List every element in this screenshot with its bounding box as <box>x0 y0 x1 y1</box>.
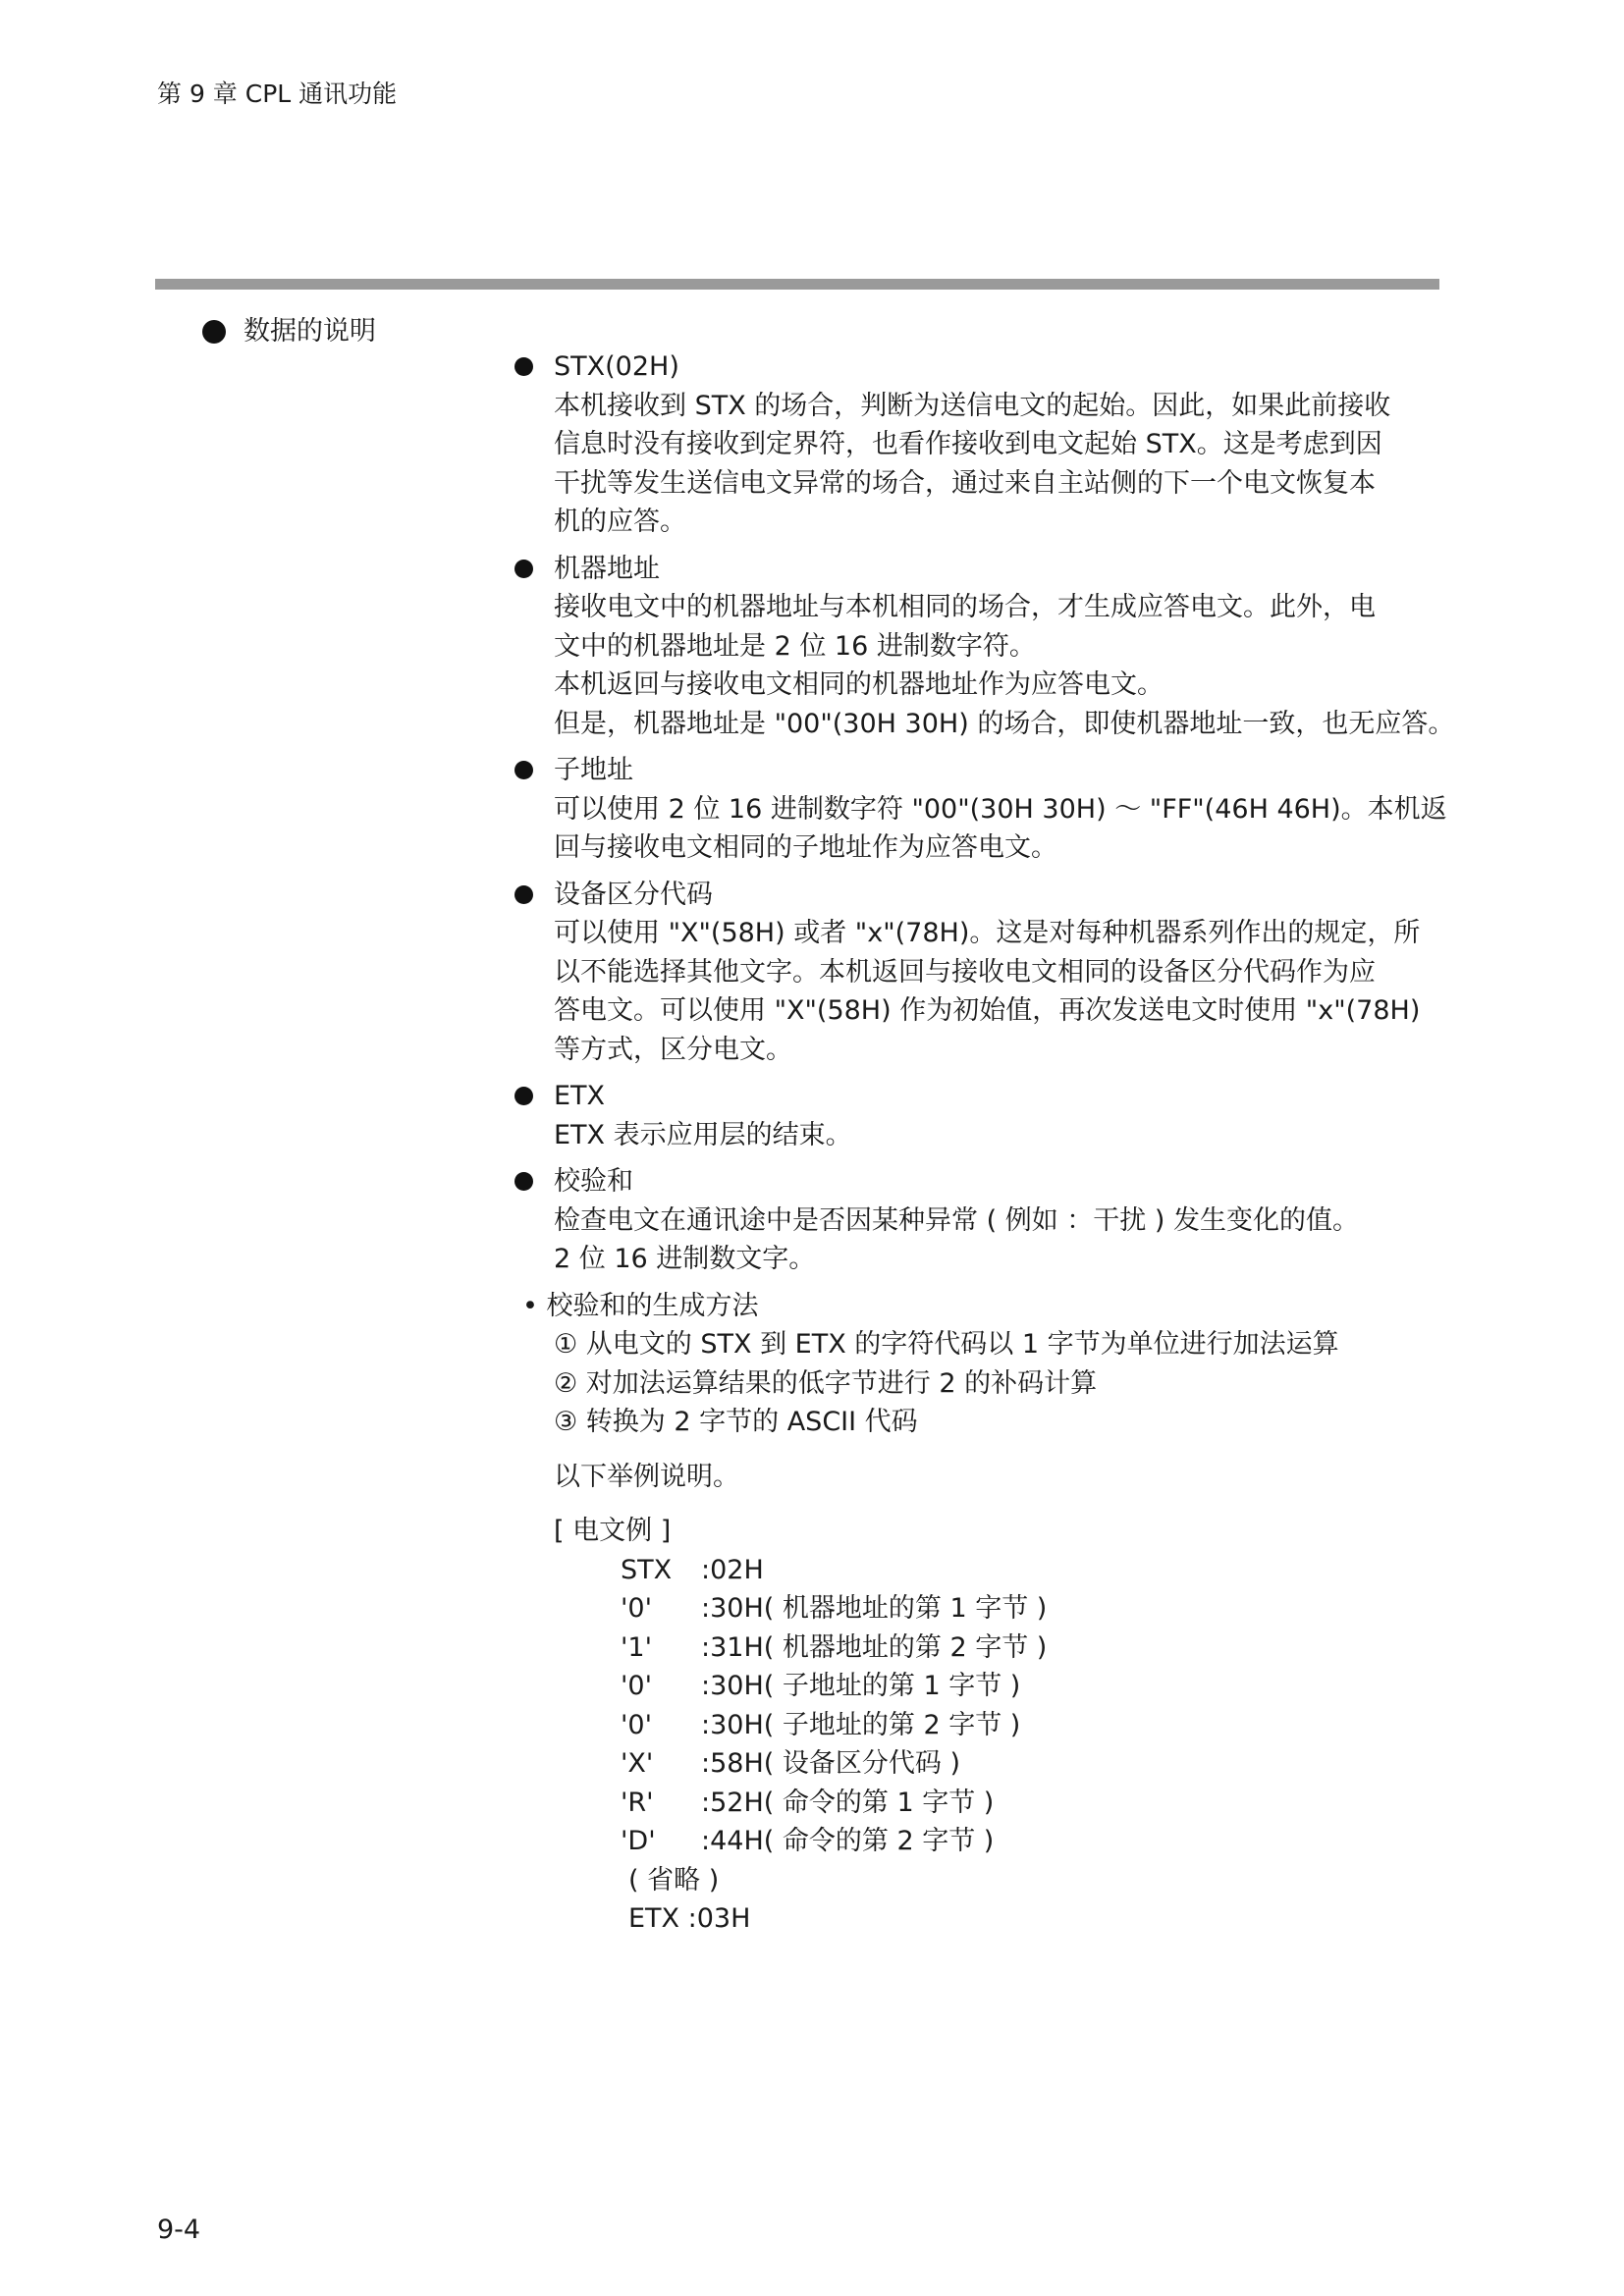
bullet-icon <box>514 560 533 578</box>
omitted-note: ( 省略 ) <box>628 1864 720 1896</box>
section-divider <box>155 279 1439 290</box>
frame-value: :31H( 机器地址的第 2 字节 ) <box>701 1631 1048 1663</box>
item-line: 信息时没有接收到定界符，也看作接收到电文起始 STX。这是考虑到因 <box>554 429 1382 459</box>
item-line: 文中的机器地址是 2 位 16 进制数字符。 <box>554 630 1036 662</box>
table-row <box>621 1551 1047 1590</box>
table-row <box>621 1667 1047 1706</box>
frame-value: :58H( 设备区分代码 ) <box>701 1748 960 1779</box>
table-row <box>621 1822 1047 1861</box>
item-line: 本机返回与接收电文相同的机器地址作为应答电文。 <box>554 669 1164 700</box>
frame-value: :30H( 子地址的第 1 字节 ) <box>701 1671 1021 1701</box>
item-line: 机的应答。 <box>554 507 686 537</box>
item-line: 2 位 16 进制数文字。 <box>554 1244 816 1274</box>
item-title: 校验和 <box>554 1166 633 1197</box>
item-sub-address <box>554 751 1457 868</box>
etx-row: ETX :03H <box>628 1903 751 1934</box>
method-step: ① 从电文的 STX 到 ETX 的字符代码以 1 字节为单位进行加法运算 <box>554 1329 1339 1360</box>
example-table <box>621 1551 1047 1861</box>
table-row <box>621 1629 1047 1668</box>
frame-value: :44H( 命令的第 2 字节 ) <box>701 1826 995 1856</box>
item-title: STX(02H) <box>554 351 679 382</box>
item-title: 机器地址 <box>554 553 660 584</box>
section-heading <box>204 312 376 351</box>
frame-code: 'D' <box>621 1826 656 1856</box>
item-line: 回与接收电文相同的子地址作为应答电文。 <box>554 832 1057 863</box>
item-line: 以不能选择其他文字。本机返回与接收电文相同的设备区分代码作为应 <box>554 956 1376 988</box>
frame-code: STX <box>621 1554 673 1585</box>
frame-code: 'R' <box>621 1787 654 1818</box>
table-row <box>621 1706 1047 1745</box>
item-line: 但是，机器地址是 "00"(30H 30H) 的场合，即使机器地址一致，也无应答。 <box>554 708 1455 739</box>
item-line: 等方式，区分电文。 <box>554 1034 792 1065</box>
checksum-method <box>522 1287 1457 1442</box>
item-line: 检查电文在通讯途中是否因某种异常 ( 例如 ：干扰 ) 发生变化的值。 <box>554 1204 1359 1236</box>
item-title: 子地址 <box>554 755 633 785</box>
table-row <box>621 1589 1047 1629</box>
item-line: 答电文。可以使用 "X"(58H) 作为初始值，再次发送电文时使用 "x"(78H) <box>554 995 1421 1026</box>
table-row <box>621 1744 1047 1784</box>
frame-code: '0' <box>621 1709 653 1740</box>
method-step: ② 对加法运算结果的低字节进行 2 的补码计算 <box>554 1367 1098 1399</box>
item-stx <box>554 347 1457 542</box>
item-line: 可以使用 2 位 16 进制数字符 "00"(30H 30H) ～ "FF"(46H 46H)。本机返 <box>554 793 1447 825</box>
frame-value: :52H( 命令的第 1 字节 ) <box>701 1787 995 1818</box>
table-row <box>621 1784 1047 1823</box>
frame-value: :02H <box>701 1554 764 1585</box>
item-title: ETX <box>554 1081 606 1111</box>
item-title: 设备区分代码 <box>554 879 713 910</box>
frame-value: :30H( 机器地址的第 1 字节 ) <box>701 1593 1048 1624</box>
example-intro: 以下举例说明。 <box>554 1461 739 1492</box>
item-line: ETX 表示应用层的结束。 <box>554 1119 852 1150</box>
item-line: 本机接收到 STX 的场合，判断为送信电文的起始。因此，如果此前接收 <box>554 390 1391 421</box>
bullet-icon <box>514 761 533 779</box>
bullet-icon <box>514 885 533 904</box>
frame-code: 'X' <box>621 1748 654 1779</box>
chapter-header: 第 9 章 CPL 通讯功能 <box>157 80 398 108</box>
section-title: 数据的说明 <box>244 316 376 347</box>
frame-code: '0' <box>621 1593 653 1624</box>
item-checksum <box>554 1162 1457 1279</box>
section-bullet-icon <box>202 320 226 344</box>
item-etx <box>554 1077 1457 1154</box>
item-line: 干扰等发生送信电文异常的场合，通过来自主站侧的下一个电文恢复本 <box>554 467 1376 499</box>
frame-code: '0' <box>621 1671 653 1701</box>
method-step: ③ 转换为 2 字节的 ASCII 代码 <box>554 1407 918 1437</box>
page-number: 9-4 <box>157 2215 201 2245</box>
content-body <box>522 347 1457 1939</box>
example-heading: [ 电文例 ] <box>554 1516 672 1546</box>
item-device-code <box>554 876 1457 1070</box>
frame-code: '1' <box>621 1631 653 1663</box>
item-line: 接收电文中的机器地址与本机相同的场合，才生成应答电文。此外，电 <box>554 592 1376 622</box>
bullet-icon <box>514 1087 533 1105</box>
frame-value: :30H( 子地址的第 2 字节 ) <box>701 1709 1021 1740</box>
item-line: 可以使用 "X"(58H) 或者 "x"(78H)。这是对每种机器系列作出的规定，所 <box>554 918 1421 948</box>
bullet-icon <box>514 1172 533 1191</box>
bullet-icon <box>514 357 533 376</box>
method-title: • 校验和的生成方法 <box>522 1290 759 1321</box>
item-device-address <box>554 550 1457 744</box>
